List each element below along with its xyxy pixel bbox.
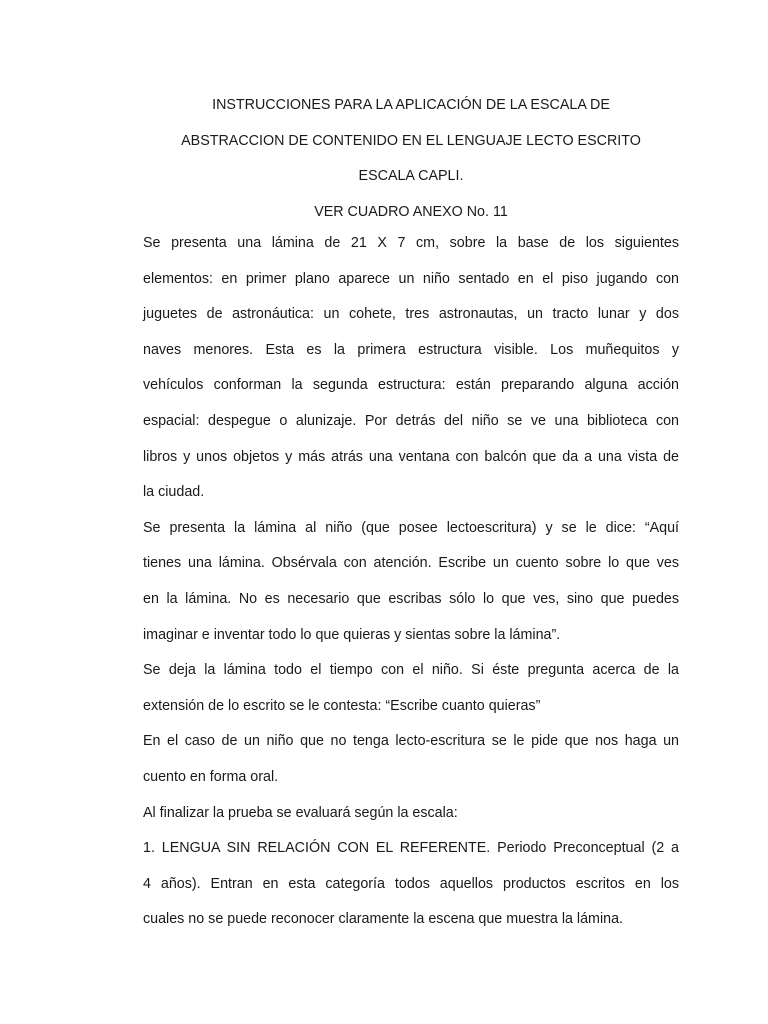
paragraph-time xyxy=(143,653,679,724)
paragraph-description xyxy=(143,226,679,511)
text-line: Se presenta una lámina de 21 X 7 cm, sobre la base de los siguientes xyxy=(143,235,679,251)
document-body xyxy=(143,226,679,938)
text-line: vehículos conforman la segunda estructura: están preparando alguna acción xyxy=(143,377,679,394)
text-line: juguetes de astronáutica: un cohete, tres astronautas, un tracto lunar y dos xyxy=(143,306,679,323)
text-line: espacial: despegue o alunizaje. Por detrás del niño se ve una biblioteca con xyxy=(143,412,679,429)
paragraph-evaluation xyxy=(143,796,679,832)
text-line: imaginar e inventar todo lo que quieras y sientas sobre la lámina”. xyxy=(143,626,561,643)
text-line: tienes una lámina. Obsérvala con atención. Escribe un cuento sobre lo que ves xyxy=(143,555,679,572)
text-line: 4 años). Entran en esta categoría todos aquellos productos escritos en los xyxy=(143,875,679,892)
text-line: libros y unos objetos y más atrás una ventana con balcón que da a una vista de xyxy=(143,448,679,465)
text-line: extensión de lo escrito se le contesta: “Escribe cuanto quieras” xyxy=(143,697,541,714)
text-line: cuales no se puede reconocer claramente la escena que muestra la lámina. xyxy=(143,911,624,928)
paragraph-instructions xyxy=(143,511,679,653)
title-line-1: INSTRUCCIONES PARA LA APLICACIÓN DE LA ESCALA DE xyxy=(212,97,610,113)
text-line: 1. LENGUA SIN RELACIÓN CON EL REFERENTE. Periodo Preconceptual (2 a xyxy=(143,840,679,857)
text-line: En el caso de un niño que no tenga lecto-escritura se le pide que nos haga un xyxy=(143,733,679,750)
title-line-2: ABSTRACCION DE CONTENIDO EN EL LENGUAJE LECTO ESCRITO xyxy=(181,132,641,149)
text-line: en la lámina. No es necesario que escribas sólo lo que ves, sino que puedes xyxy=(143,590,679,607)
text-line: la ciudad. xyxy=(143,484,205,501)
text-line: naves menores. Esta es la primera estructura visible. Los muñequitos y xyxy=(143,341,679,358)
text-line: Al finalizar la prueba se evaluará según la escala: xyxy=(143,804,458,821)
paragraph-scale-item-1 xyxy=(143,831,679,938)
text-line: Se deja la lámina todo el tiempo con el niño. Si éste pregunta acerca de la xyxy=(143,662,679,679)
document-title xyxy=(143,88,679,230)
title-line-3: ESCALA CAPLI. xyxy=(358,168,464,185)
text-line: cuento en forma oral. xyxy=(143,768,279,785)
title-line-4: VER CUADRO ANEXO No. 11 xyxy=(314,203,508,220)
text-line: elementos: en primer plano aparece un niño sentado en el piso jugando con xyxy=(143,270,679,287)
paragraph-oral xyxy=(143,724,679,795)
text-line: Se presenta la lámina al niño (que posee lectoescritura) y se le dice: “Aquí xyxy=(143,519,679,536)
